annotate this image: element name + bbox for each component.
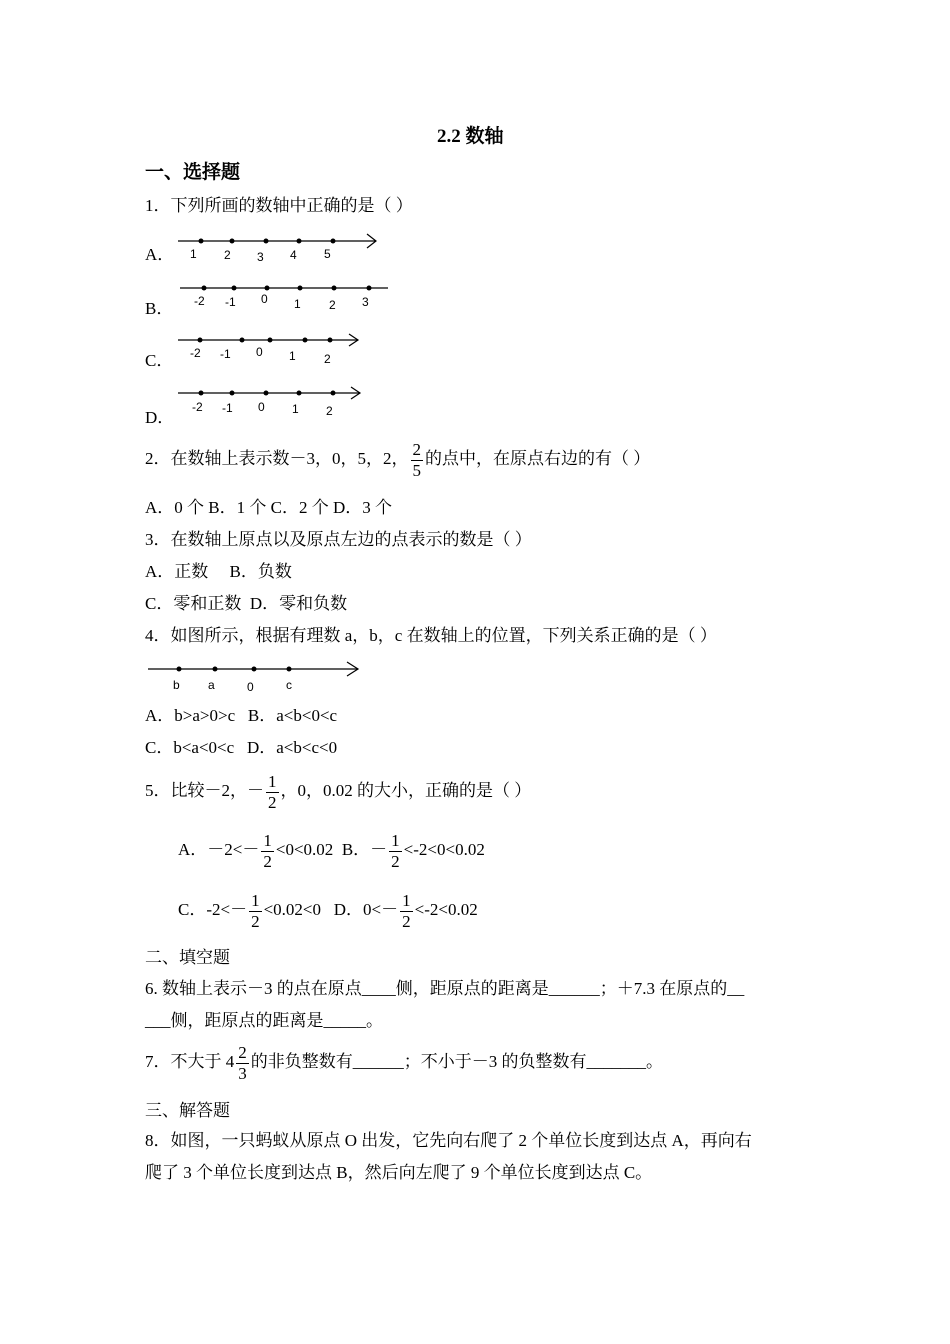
q5b-frac-num: 1 xyxy=(391,831,400,850)
q1a-tick-label: 1 xyxy=(190,247,197,261)
q5b-frac-den: 2 xyxy=(391,851,400,871)
q5-option-a-pre: A．－2<－ xyxy=(178,839,260,859)
q5-option-a-post: <0<0.02 xyxy=(275,839,334,859)
q5d-frac-den: 2 xyxy=(402,911,411,931)
q1a-tick-label: 5 xyxy=(324,247,331,261)
q5a-frac-den: 2 xyxy=(263,851,272,871)
q7-frac-num: 2 xyxy=(238,1043,247,1062)
q4-point-label: 0 xyxy=(247,680,254,694)
q1b-tick-label: -2 xyxy=(194,294,205,308)
q5-option-b-post: <-2<0<0.02 xyxy=(403,839,485,859)
q5-option-c-post: <0.02<0 xyxy=(263,899,322,919)
q2-frac-den: 5 xyxy=(412,460,421,480)
section-heading-fill: 二、填空题 xyxy=(145,948,230,967)
q1d-tick-label: 1 xyxy=(292,402,299,416)
q7-stem-after: 的非负整数有______；不小于－3 的负整数有_______。 xyxy=(250,1051,663,1071)
q5-options-row1 xyxy=(178,831,485,871)
q5-frac-num: 1 xyxy=(268,772,277,791)
q1c-tick-label: 2 xyxy=(324,352,331,366)
q4-point-label: c xyxy=(286,678,292,692)
q1-option-b-number-line xyxy=(176,278,396,314)
q1c-tick-label: -2 xyxy=(190,346,201,360)
q5-option-c-pre: C．-2<－ xyxy=(178,899,248,919)
q1d-tick-label: 2 xyxy=(326,404,333,418)
question-6-line2: ___侧，距原点的距离是_____。 xyxy=(145,1011,383,1030)
q5-options-row2 xyxy=(178,891,478,931)
q2-frac-num: 2 xyxy=(412,440,421,459)
q2-fraction xyxy=(411,440,424,480)
q5-frac-den: 2 xyxy=(268,792,277,812)
section-heading-choice: 一、选择题 xyxy=(145,162,241,183)
q3-options-row2: C．零和正数 D．零和负数 xyxy=(145,594,348,613)
q5-option-d-pre: D．0<－ xyxy=(333,899,399,919)
q1d-tick-label: -1 xyxy=(222,401,233,415)
q5-option-d-fraction xyxy=(400,891,413,931)
question-4-stem: 4．如图所示，根据有理数 a，b，c 在数轴上的位置，下列关系正确的是（ ） xyxy=(145,626,717,645)
q1c-tick-label: 0 xyxy=(256,345,263,359)
q1c-tick-label: 1 xyxy=(289,349,296,363)
q1b-tick-label: 3 xyxy=(362,295,369,309)
page-title: 2.2 数轴 xyxy=(437,126,504,147)
q7-frac-den: 3 xyxy=(238,1063,247,1083)
q2-stem-after: 的点中，在原点右边的有（ ） xyxy=(425,448,651,468)
q5a-frac-num: 1 xyxy=(263,831,272,850)
q1b-tick-label: 0 xyxy=(261,292,268,306)
question-3-stem: 3．在数轴上原点以及原点左边的点表示的数是（ ） xyxy=(145,530,532,549)
q5c-frac-num: 1 xyxy=(251,891,260,910)
q1d-tick-label: -2 xyxy=(192,400,203,414)
q5-fraction xyxy=(266,772,279,812)
q1b-tick-label: 1 xyxy=(294,297,301,311)
q2-options: A．0 个 B．1 个 C．2 个 D．3 个 xyxy=(145,498,392,517)
q1-option-c-label: C． xyxy=(145,351,174,370)
q1-option-d-number-line xyxy=(176,382,371,422)
q5-stem-before: 5．比较－2，－ xyxy=(145,780,264,800)
q1-option-b-label: B． xyxy=(145,299,174,318)
q1d-tick-label: 0 xyxy=(258,400,265,414)
question-8-line1: 8．如图，一只蚂蚁从原点 O 出发，它先向右爬了 2 个单位长度到达点 A，再向右 xyxy=(145,1131,752,1150)
q3-options-row1: A．正数 B．负数 xyxy=(145,562,292,581)
q1-option-c-number-line xyxy=(174,330,369,368)
q5c-frac-den: 2 xyxy=(251,911,260,931)
q4-point-label: b xyxy=(173,678,180,692)
q5-option-c-fraction xyxy=(249,891,262,931)
q7-fraction xyxy=(236,1043,249,1083)
q1a-tick-label: 3 xyxy=(257,250,264,264)
question-6-line1: 6. 数轴上表示－3 的点在原点____侧，距原点的距离是______；＋7.3 在原点的__ xyxy=(145,979,745,998)
q1-option-a-label: A． xyxy=(145,245,175,264)
q5d-frac-num: 1 xyxy=(402,891,411,910)
q4-options-row2: C．b<a<0<c D．a<b<c<0 xyxy=(145,738,338,757)
q1-option-d-label: D． xyxy=(145,408,175,427)
q1b-tick-label: -1 xyxy=(225,295,236,309)
q5-option-b-pre: B．－ xyxy=(341,839,388,859)
question-7-stem xyxy=(145,1043,663,1083)
q5-option-d-post: <-2<0.02 xyxy=(414,899,478,919)
q5-option-a-fraction xyxy=(261,831,274,871)
q7-stem-before: 7．不大于 4 xyxy=(145,1051,235,1071)
question-8-line2: 爬了 3 个单位长度到达点 B，然后向左爬了 9 个单位长度到达点 C。 xyxy=(145,1163,653,1182)
question-5-stem xyxy=(145,772,531,812)
question-2-stem xyxy=(145,440,650,480)
question-1-stem: 1．下列所画的数轴中正确的是（ ） xyxy=(145,196,413,215)
q4-number-line xyxy=(146,657,366,695)
q1c-tick-label: -1 xyxy=(220,347,231,361)
section-heading-answer: 三、解答题 xyxy=(145,1101,230,1120)
q4-point-label: a xyxy=(208,678,215,692)
q1a-tick-label: 2 xyxy=(224,248,231,262)
q2-stem-before: 2．在数轴上表示数－3，0，5，2， xyxy=(145,448,409,468)
q1b-tick-label: 2 xyxy=(329,298,336,312)
q1a-tick-label: 4 xyxy=(290,248,297,262)
q5-option-b-fraction xyxy=(389,831,402,871)
q4-options-row1: A．b>a>0>c B．a<b<0<c xyxy=(145,706,338,725)
q5-stem-after: ，0，0.02 的大小，正确的是（ ） xyxy=(280,780,532,800)
q1-option-a-number-line xyxy=(176,229,386,265)
